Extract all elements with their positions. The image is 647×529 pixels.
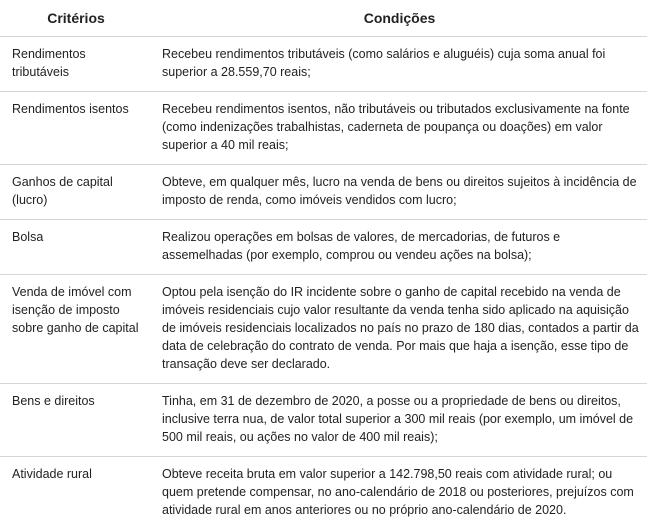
table-body [0, 37, 647, 529]
table-row [0, 220, 647, 275]
header-condicoes: Condições [152, 0, 647, 37]
condicao-cell: Realizou operações em bolsas de valores, de mercadorias, de futuros e assemelhadas (por exemplo, comprou ou vendeu ações na bolsa); [152, 220, 647, 275]
criterio-cell: Venda de imóvel com isenção de imposto sobre ganho de capital [0, 275, 152, 384]
table-row [0, 275, 647, 384]
condicao-cell: Recebeu rendimentos isentos, não tributáveis ou tributados exclusivamente na fonte (como indenizações trabalhistas, caderneta de poupança ou doações) em valor superior a 40 mil reais; [152, 92, 647, 165]
condicao-cell: Obteve, em qualquer mês, lucro na venda de bens ou direitos sujeitos à incidência de imposto de renda, como imóveis vendidos com lucro; [152, 165, 647, 220]
table-row [0, 457, 647, 529]
criterio-cell: Bens e direitos [0, 384, 152, 457]
header-row [0, 0, 647, 37]
table-row [0, 384, 647, 457]
condicao-cell: Tinha, em 31 de dezembro de 2020, a posse ou a propriedade de bens ou direitos, inclusive terra nua, de valor total superior a 300 mil reais (por exemplo, um imóvel de 500 mil reais, ou ações no valor de 400 mil reais); [152, 384, 647, 457]
criterio-cell: Rendimentos tributáveis [0, 37, 152, 92]
table-row [0, 165, 647, 220]
criterio-cell: Bolsa [0, 220, 152, 275]
criterio-cell: Ganhos de capital (lucro) [0, 165, 152, 220]
criterio-cell: Atividade rural [0, 457, 152, 529]
criterio-cell: Rendimentos isentos [0, 92, 152, 165]
table-row [0, 37, 647, 92]
table-header [0, 0, 647, 37]
condicao-cell: Obteve receita bruta em valor superior a 142.798,50 reais com atividade rural; ou quem pretende compensar, no ano-calendário de 2018 ou posteriores, prejuízos com atividade rural em anos anteriores ou no próprio ano-calendário de 2020. [152, 457, 647, 529]
header-criterios: Critérios [0, 0, 152, 37]
condicao-cell: Recebeu rendimentos tributáveis (como salários e aluguéis) cuja soma anual foi superior a 28.559,70 reais; [152, 37, 647, 92]
condicao-cell: Optou pela isenção do IR incidente sobre o ganho de capital recebido na venda de imóveis residenciais cujo valor resultante da venda tenha sido aplicado na aquisição de imóveis residenciais localizados no país no prazo de 180 dias, contados a partir da data de celebração do contrato de venda. Por mais que haja a isenção, esse tipo de transação deve ser declarado. [152, 275, 647, 384]
table-row [0, 92, 647, 165]
